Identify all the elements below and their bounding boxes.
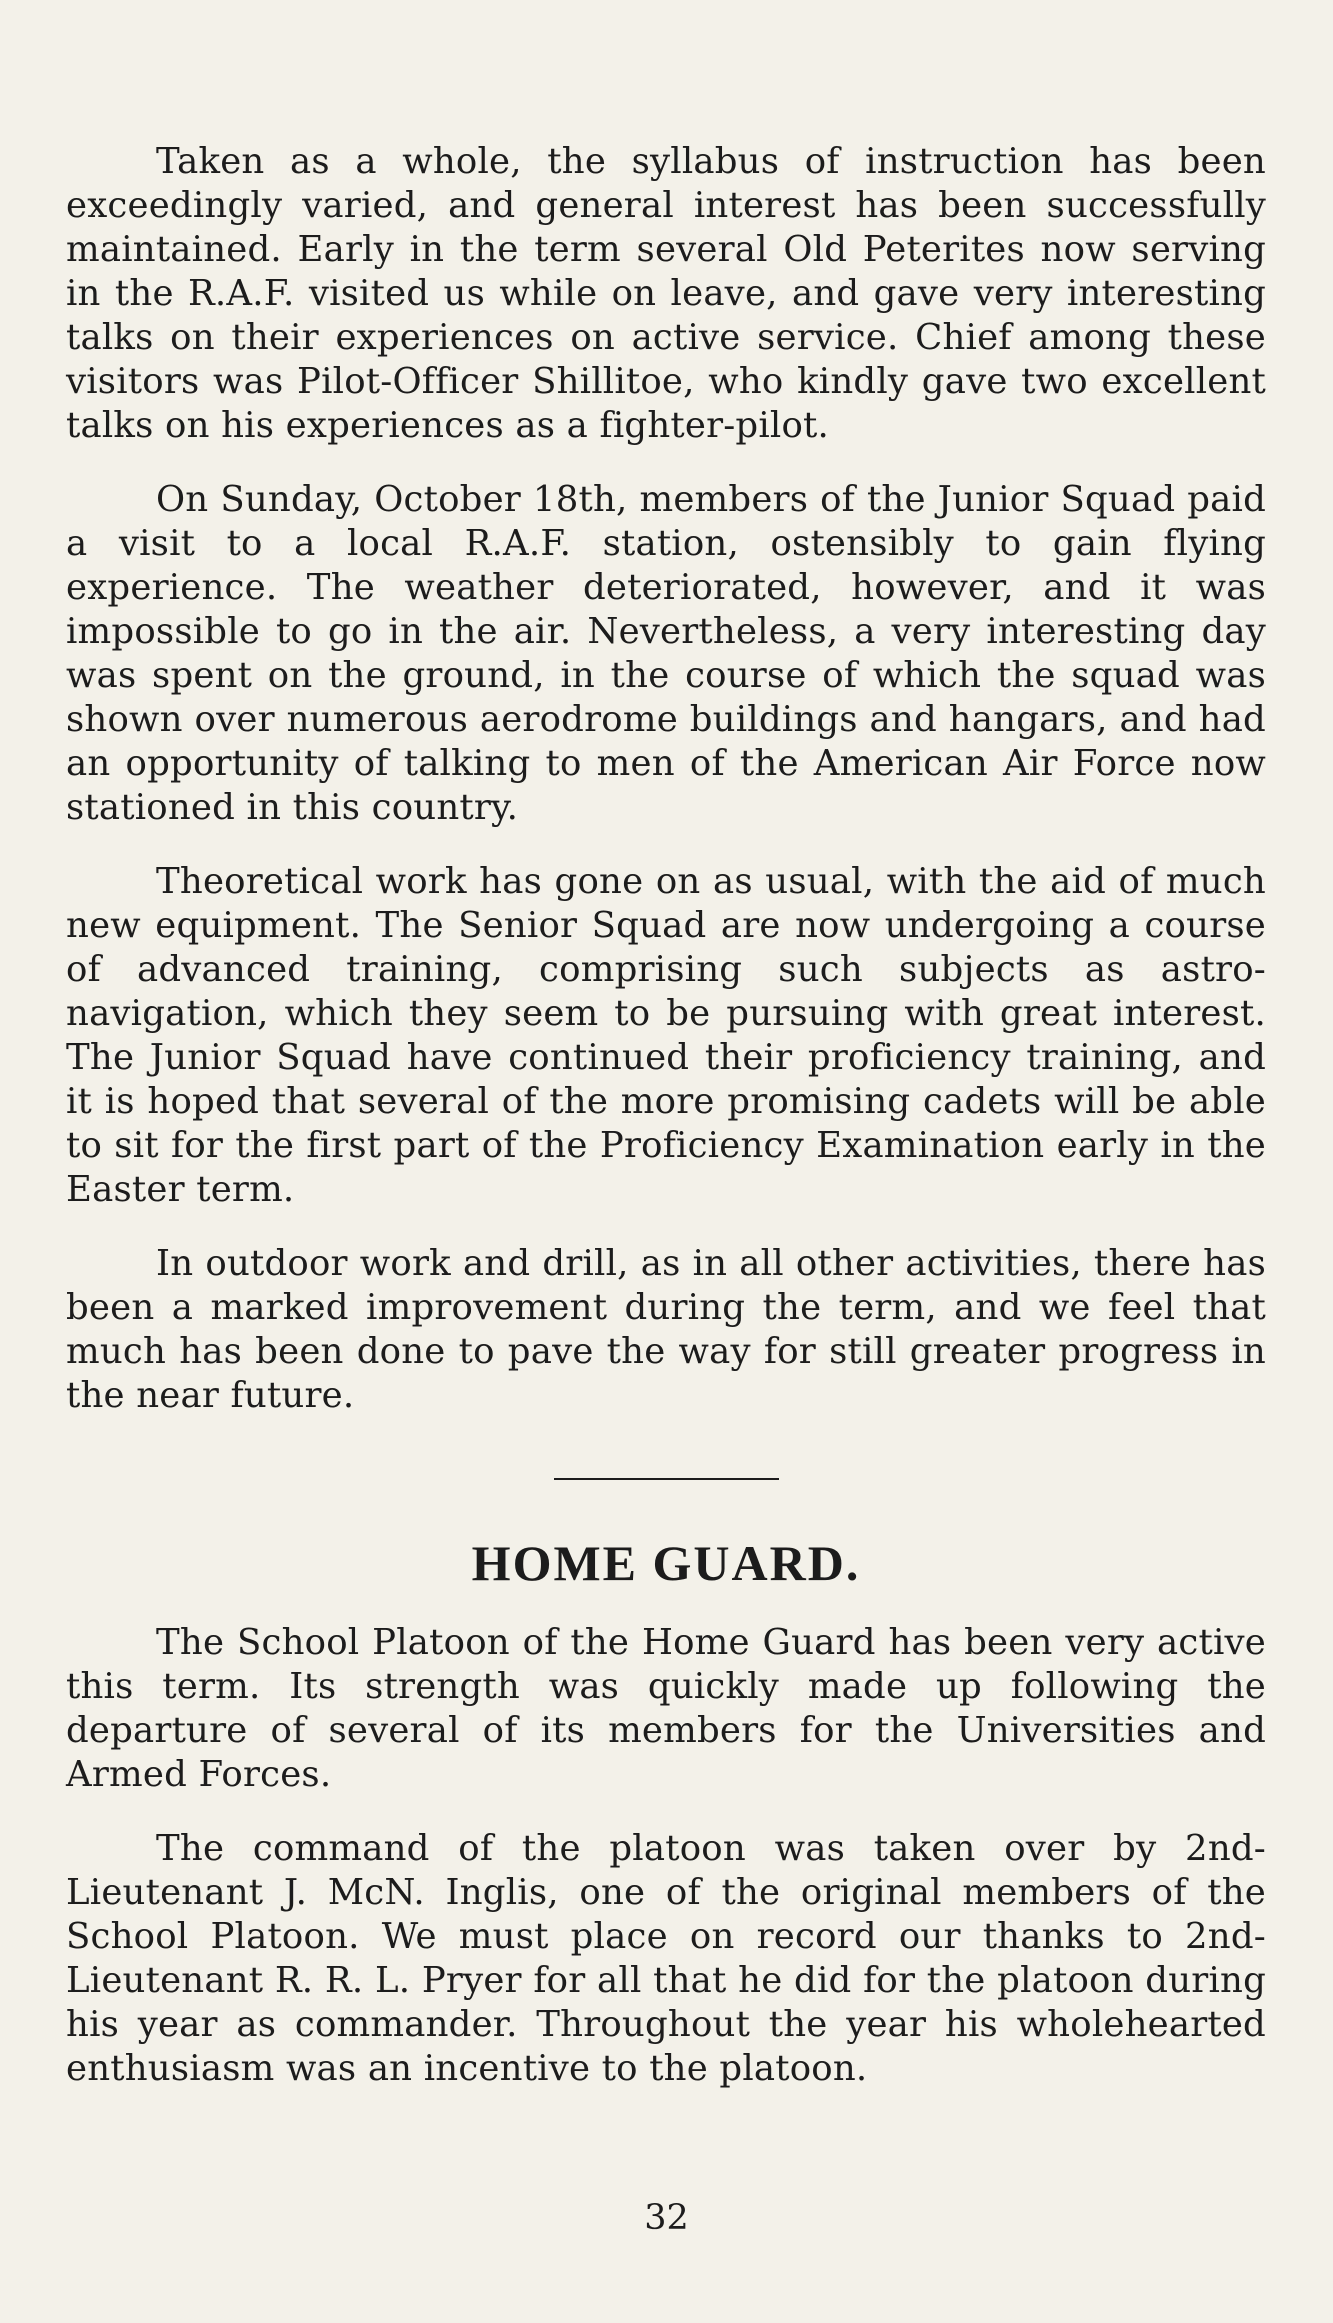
paragraph-platoon-strength: The School Platoon of the Home Guard has been very active this term. Its strength was quickly made up following the departure of several of its members for the Universities and Armed Forces. bbox=[66, 1622, 1266, 1795]
paragraph-platoon-command: The command of the platoon was taken over by 2nd-Lieutenant J. McN. Inglis, one of the original members of the School Platoon. We must place on record our thanks to 2nd-Lieutenant R. R. L. Pryer for all that he did for the platoon during his year as commander. Throughout the year his wholehearted enthusiasm was an incentive to the platoon. bbox=[66, 1828, 1266, 2089]
paragraph-station-visit: On Sunday, October 18th, members of the Junior Squad paid a visit to a local R.A.F. station, ostensibly to gain flying experience. The weather deteriorated, however, and it was impossible to go in the air. Nevertheless, a very interesting day was spent on the ground, in the course of which the squad was shown over numerous aerodrome buildings and hangars, and had an opportunity of talking to men of the American Air Force now stationed in this country. bbox=[66, 479, 1266, 828]
section-heading: HOME GUARD. bbox=[471, 1535, 861, 1591]
paragraph-theoretical-work: Theoretical work has gone on as usual, with the aid of much new equipment. The Senior Squad are now undergoing a course of advanced training, comprising such subjects as astro-navigation, which they seem to be pursuing with great interest. The Junior Squad have continued their proficiency training, and it is hoped that several of the more promising cadets will be able to sit for the first part of the Proficiency Examination early in the Easter term. bbox=[66, 861, 1266, 1210]
paragraph-syllabus: Taken as a whole, the syllabus of instruction has been exceedingly varied, and general interest has been successfully maintained. Early in the term several Old Peterites now serving in the R.A.F. visited us while on leave, and gave very interesting talks on their experiences on active service. Chief among these visitors was Pilot-Officer Shillitoe, who kindly gave two excellent talks on his experiences as a fighter-pilot. bbox=[66, 141, 1266, 446]
page-content bbox=[66, 140, 1266, 2121]
section-divider bbox=[554, 1478, 779, 1480]
page-number: 32 bbox=[644, 2198, 689, 2238]
paragraph-outdoor-work: In outdoor work and drill, as in all other activities, there has been a marked improvement during the term, and we feel that much has been done to pave the way for still greater progress in the near future. bbox=[66, 1243, 1266, 1416]
